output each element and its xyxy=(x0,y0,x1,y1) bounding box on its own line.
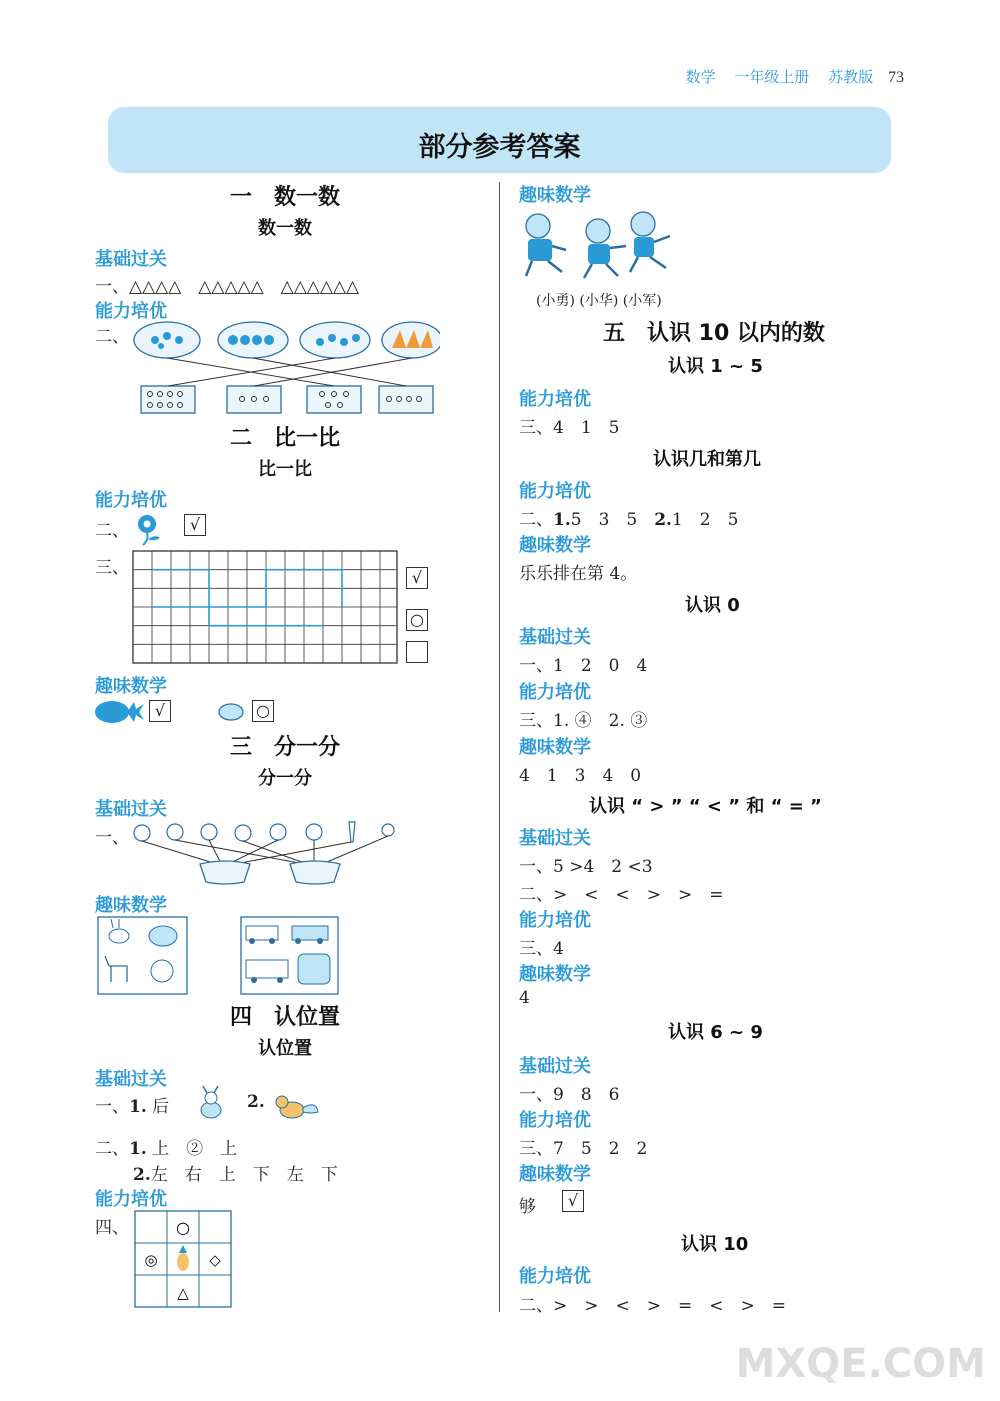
s4-title: 认识 “ > ” “ < ” 和 “ = ” xyxy=(589,796,822,817)
s5-answer-3: 够 xyxy=(519,1197,536,1217)
s5-title: 认识 6 ~ 9 xyxy=(668,1022,763,1043)
unit-1-title: 一 数一数 xyxy=(230,185,341,210)
s5-sec-basic: 基础过关 xyxy=(519,1056,591,1077)
u4-answer-1: 一、1. 后 xyxy=(95,1097,170,1117)
s5-sec-fun: 趣味数学 xyxy=(519,1164,591,1185)
flower-icon xyxy=(133,512,165,546)
position-grid xyxy=(134,1210,234,1310)
matching-illustration xyxy=(130,318,440,418)
unit-1-sub: 数一数 xyxy=(258,218,312,239)
u4-answer-1b: 2. xyxy=(247,1092,265,1112)
u2-check-box-2: √ xyxy=(406,567,428,589)
page-title: 部分参考答案 xyxy=(418,132,581,163)
vehicles-panel xyxy=(240,916,340,996)
fox-icon xyxy=(270,1090,320,1124)
s1-title: 认识 1 ~ 5 xyxy=(668,356,763,377)
unit-5-title: 五 认识 10 以内的数 xyxy=(603,321,825,346)
u2-check-box-1: √ xyxy=(184,514,206,536)
title-banner xyxy=(108,107,891,173)
s5-check-box: √ xyxy=(562,1190,584,1212)
running-kids-illustration xyxy=(518,206,688,290)
unit-3-sub: 分一分 xyxy=(258,768,312,789)
u2-answer-2: 二、 xyxy=(95,521,129,541)
s4-answer-1: 一、5 >4 2 <3 xyxy=(519,857,653,877)
u2-sec-ability: 能力培优 xyxy=(95,490,167,511)
unit-3-title: 三 分一分 xyxy=(230,735,341,760)
u1-answer-2: 二、 xyxy=(95,327,129,347)
s3-sec-ability: 能力培优 xyxy=(519,682,591,703)
s6-answer: 二、> > < > = < > = xyxy=(519,1296,786,1316)
unit-4-title: 四 认位置 xyxy=(230,1005,341,1030)
s4-answer-4: 4 xyxy=(519,988,530,1008)
cell-grid-illustration xyxy=(132,550,400,666)
s2-sec-fun: 趣味数学 xyxy=(519,535,591,556)
s3-answer-3: 4 1 3 4 0 xyxy=(519,766,642,786)
u2-circle-box-2: ○ xyxy=(252,700,274,722)
s3-title: 认识 0 xyxy=(685,595,740,616)
unit-2-title: 二 比一比 xyxy=(230,426,341,451)
s6-sec: 能力培优 xyxy=(519,1266,591,1287)
u2-sec-fun: 趣味数学 xyxy=(95,676,167,697)
egg-icon xyxy=(218,702,246,722)
s4-answer-2: 二、> < < > > = xyxy=(519,885,724,905)
u4-answer-2b: 2.左 右 上 下 左 下 xyxy=(133,1165,338,1185)
grid-right-symbol: ◇ xyxy=(209,1251,221,1269)
unit-2-sub: 比一比 xyxy=(258,459,312,480)
s5-answer-2: 三、7 5 2 2 xyxy=(519,1139,648,1159)
u2-answer-3: 三、 xyxy=(95,558,129,578)
grid-bottom-symbol: △ xyxy=(177,1284,189,1302)
u2-empty-box xyxy=(406,641,428,663)
page-number: 73 xyxy=(888,69,904,86)
u4-answer-4: 四、 xyxy=(95,1218,129,1238)
u1-answer-1: 一、△△△△ △△△△△ △△△△△△ xyxy=(95,277,360,297)
s1-sec: 能力培优 xyxy=(519,389,591,410)
s6-title: 认识 10 xyxy=(681,1234,749,1255)
s3-sec-fun: 趣味数学 xyxy=(519,737,591,758)
s3-sec-basic: 基础过关 xyxy=(519,627,591,648)
header-edition: 苏教版 xyxy=(828,68,874,86)
u3-answer-1: 一、 xyxy=(95,828,129,848)
s2-title: 认识几和第几 xyxy=(653,449,761,470)
u4-sec-ability: 能力培优 xyxy=(95,1189,167,1210)
s1-answer: 三、4 1 5 xyxy=(519,418,620,438)
u2-circle-box: ○ xyxy=(406,609,428,631)
s2-answer-1: 二、1.5 3 5 2.1 2 5 xyxy=(519,510,739,530)
kid-names: (小勇) (小华) (小军) xyxy=(536,293,662,309)
u1-sec-ability: 能力培优 xyxy=(95,301,167,322)
s4-answer-3: 三、4 xyxy=(519,939,564,959)
s4-sec-fun: 趣味数学 xyxy=(519,964,591,985)
watermark: MXQE.COM xyxy=(735,1341,986,1387)
u3-sec-fun: 趣味数学 xyxy=(95,895,167,916)
basket-sorting-illustration xyxy=(130,818,405,888)
page-header xyxy=(672,66,904,87)
grid-top-symbol: ○ xyxy=(176,1218,190,1237)
s5-sec-ability: 能力培优 xyxy=(519,1110,591,1131)
s4-sec-ability: 能力培优 xyxy=(519,910,591,931)
animals-panel xyxy=(97,916,189,996)
rabbit-icon xyxy=(193,1086,231,1122)
s3-answer-1: 一、1 2 0 4 xyxy=(519,656,648,676)
s2-sec-ability: 能力培优 xyxy=(519,481,591,502)
u4-answer-2a: 二、1. 上 ② 上 xyxy=(95,1139,238,1159)
r-fun-title: 趣味数学 xyxy=(519,185,591,206)
u2-check-box-3: √ xyxy=(149,700,171,722)
u4-sec-basic: 基础过关 xyxy=(95,1069,167,1090)
s3-answer-2: 三、1. ④ 2. ③ xyxy=(519,711,648,731)
column-divider xyxy=(499,182,500,1312)
u1-sec-basic: 基础过关 xyxy=(95,249,167,270)
s5-answer-1: 一、9 8 6 xyxy=(519,1085,620,1105)
header-grade: 一年级上册 xyxy=(734,68,810,86)
pineapple-icon xyxy=(94,698,146,726)
u3-sec-basic: 基础过关 xyxy=(95,799,167,820)
unit-4-sub: 认位置 xyxy=(258,1038,312,1059)
s2-answer-2: 乐乐排在第 4。 xyxy=(519,564,638,584)
s4-sec-basic: 基础过关 xyxy=(519,828,591,849)
grid-left-symbol: ◎ xyxy=(144,1251,158,1269)
header-subject: 数学 xyxy=(685,68,716,86)
